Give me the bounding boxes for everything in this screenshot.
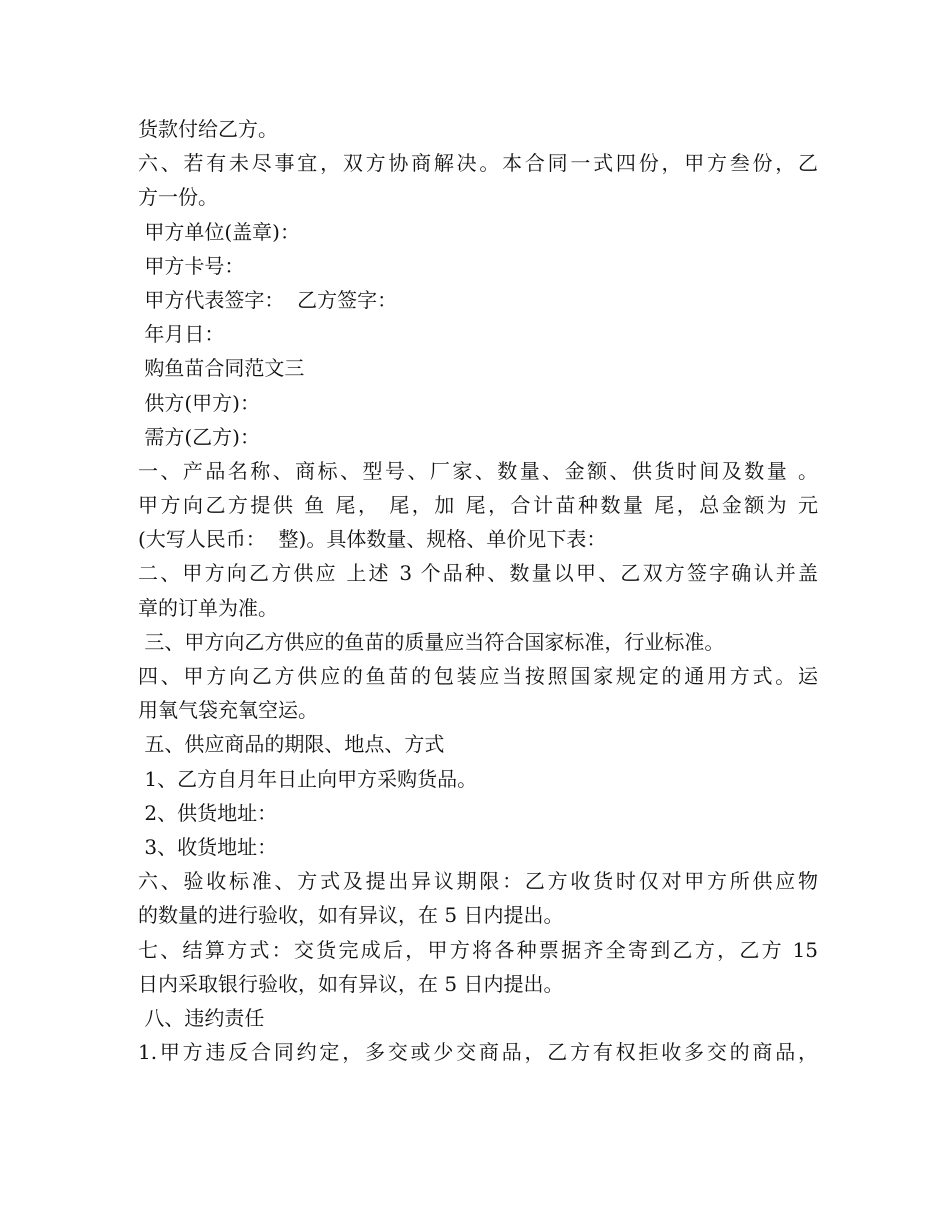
- text-line: 货款付给乙方。: [138, 117, 278, 141]
- text-line: 章的订单为准。: [138, 595, 278, 620]
- text-line: 购鱼苗合同范文三: [138, 356, 305, 381]
- text-line: 甲方卡号：: [138, 253, 245, 278]
- text-line: 3、收货地址：: [138, 834, 278, 859]
- text-line: 用氧气袋充氧空运。: [138, 698, 318, 723]
- text-line: 日内采取银行验收，如有异议，在 5 日内提出。: [138, 971, 564, 996]
- text-line: 三、甲方向乙方供应的鱼苗的质量应当符合国家标准，行业标准。: [138, 629, 725, 654]
- text-line: 一、产品名称、商标、型号、厂家、数量、金额、供货时间及数量 。: [138, 458, 818, 483]
- text-line: 六、若有未尽事宜，双方协商解决。本合同一式四份，甲方叁份，乙: [138, 151, 818, 176]
- text-line: 五、供应商品的期限、地点、方式: [138, 732, 445, 757]
- text-line: 甲方单位(盖章)：: [138, 219, 300, 244]
- text-line: 1.甲方违反合同约定，多交或少交商品，乙方有权拒收多交的商品，: [138, 1040, 818, 1065]
- document-page: [138, 112, 818, 1069]
- text-line: 供方(甲方)：: [138, 390, 260, 415]
- text-line: 需方(乙方)：: [138, 424, 260, 449]
- text-line: (大写人民币： 整)。具体数量、规格、单价见下表：: [138, 527, 607, 552]
- text-line: 四、甲方向乙方供应的鱼苗的包装应当按照国家规定的通用方式。运: [138, 664, 818, 688]
- text-line: 七、结算方式：交货完成后，甲方将各种票据齐全寄到乙方，乙方 15: [138, 937, 818, 962]
- text-line: 2、供货地址：: [138, 800, 278, 825]
- text-line: 八、违约责任: [138, 1005, 265, 1030]
- text-line: 六、验收标准、方式及提出异议期限：乙方收货时仅对甲方所供应物: [138, 869, 818, 894]
- text-line: 甲方代表签字： 乙方签字：: [138, 287, 398, 312]
- text-line: 甲方向乙方提供 鱼 尾， 尾，加 尾，合计苗种数量 尾，总金额为 元: [138, 493, 818, 518]
- text-line: 年月日：: [138, 322, 225, 347]
- text-line: 1、乙方自月年日止向甲方采购货品。: [138, 766, 478, 791]
- text-line: 方一份。: [138, 185, 218, 210]
- text-line: 的数量的进行验收，如有异议，在 5 日内提出。: [138, 903, 564, 928]
- text-line: 二、甲方向乙方供应 上述 3 个品种、数量以甲、乙双方签字确认并盖: [138, 561, 818, 586]
